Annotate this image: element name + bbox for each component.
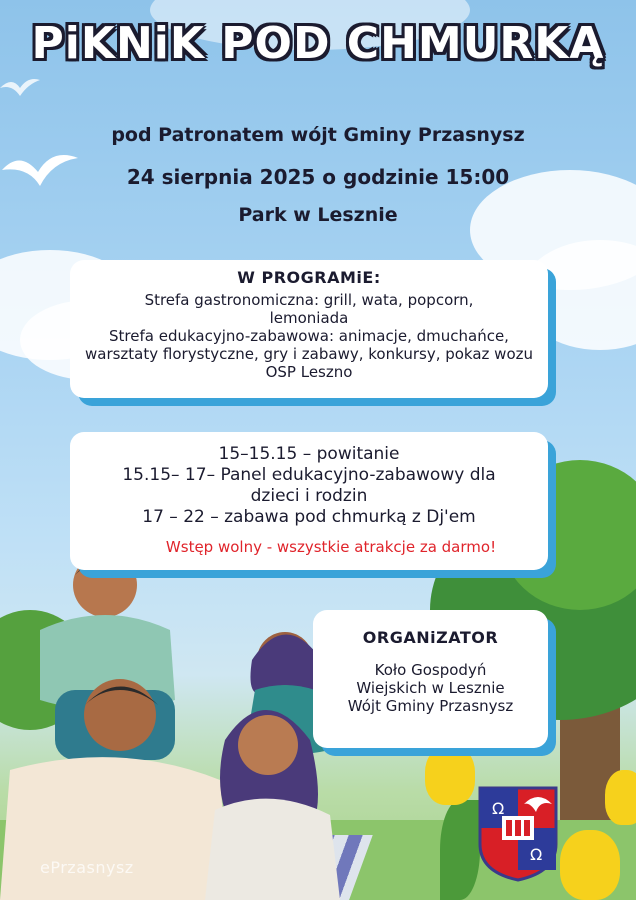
program-line: Strefa edukacyjno-zabawowa: animacje, dmuchańce, warsztaty florystyczne, gry i zabawy, konkursy, pokaz wozu OSP Leszno	[84, 327, 534, 381]
tulip-icon	[605, 770, 636, 825]
tulip-icon	[560, 830, 620, 900]
free-entry-notice: Wstęp wolny - wszystkie atrakcje za darmo!	[165, 538, 497, 556]
schedule-item: 17 – 22 – zabawa pod chmurką z Dj'em	[142, 507, 476, 527]
patronage-line: pod Patronatem wójt Gminy Przasnysz	[111, 124, 525, 146]
tulip-icon	[425, 745, 475, 805]
tulip-leaf	[440, 800, 480, 900]
watermark: ePrzasnysz	[40, 858, 134, 877]
date-time-line: 24 sierpnia 2025 o godzinie 15:00	[126, 165, 510, 189]
program-heading: W PROGRAMiE:	[237, 268, 381, 287]
schedule-box	[70, 432, 548, 570]
coat-of-arms-icon	[478, 786, 558, 882]
seagull-icon	[0, 70, 40, 100]
svg-text:Ω: Ω	[492, 799, 505, 818]
schedule-item: 15.15– 17– Panel edukacyjno-zabawowy dla dzieci i rodzin	[122, 465, 496, 506]
organizer-line: Wójt Gminy Przasnysz	[347, 697, 514, 715]
svg-text:Ω: Ω	[530, 845, 543, 864]
poster-title: PiKNiK POD CHMURKĄ	[31, 18, 605, 69]
program-box	[70, 260, 548, 398]
organizer-heading: ORGANiZATOR	[362, 628, 499, 647]
organizer-box	[313, 610, 548, 748]
program-line: Strefa gastronomiczna: grill, wata, popcorn, lemoniada	[144, 291, 474, 327]
organizer-line: Koło Gospodyń Wiejskich w Lesznie	[356, 661, 505, 697]
schedule-item: 15–15.15 – powitanie	[218, 444, 400, 464]
location-line: Park w Lesznie	[238, 204, 398, 226]
